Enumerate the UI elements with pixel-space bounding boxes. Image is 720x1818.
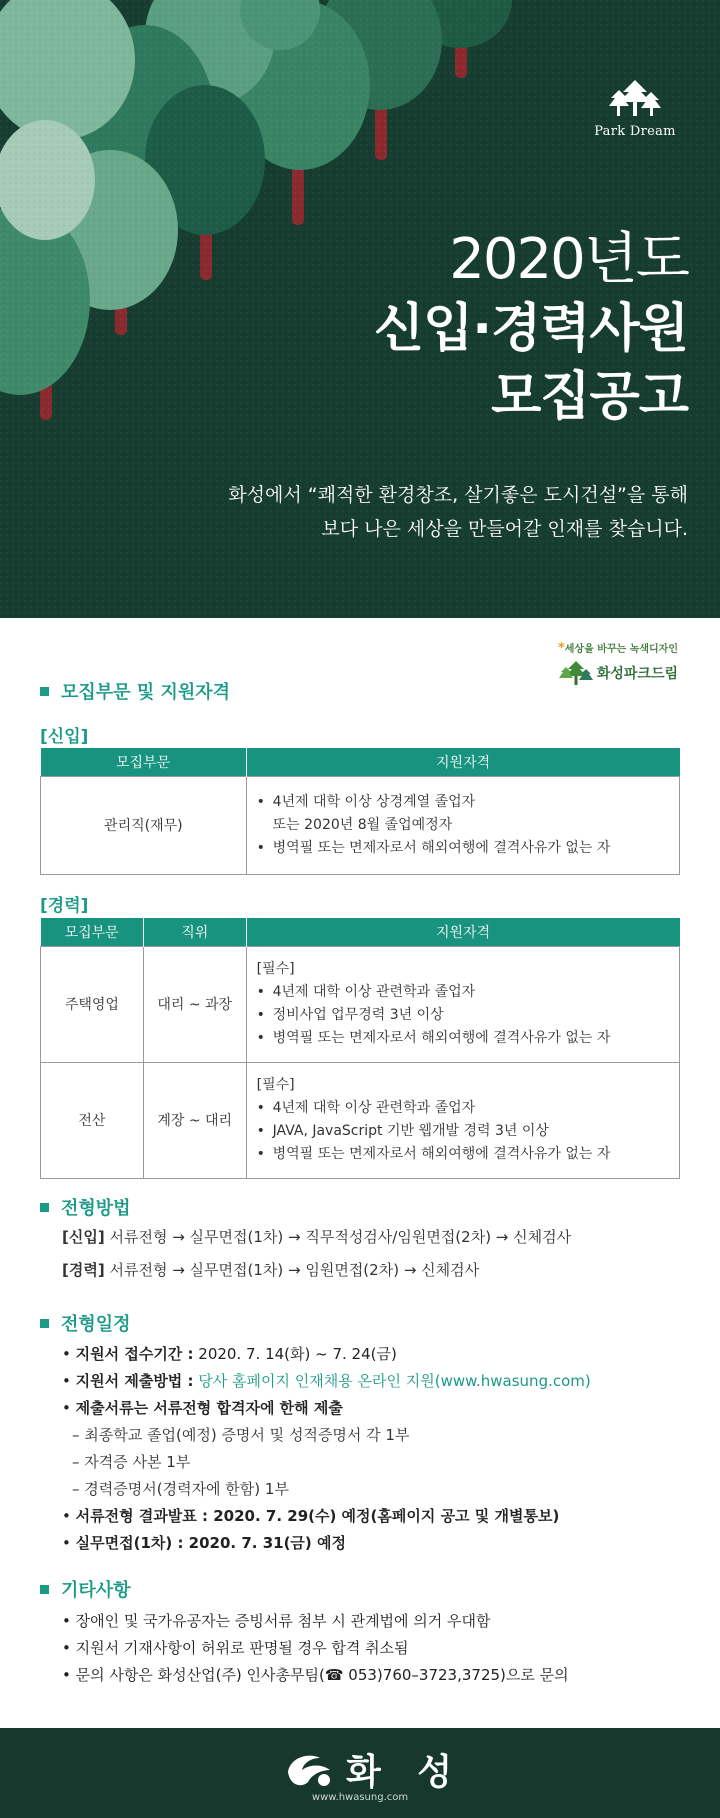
list-item bbox=[257, 981, 669, 1004]
hwasung-park-dream-brand bbox=[558, 640, 678, 686]
position-cell: 계장 ~ 대리 bbox=[143, 1062, 246, 1178]
footer-url[interactable]: www.hwasung.com bbox=[311, 1792, 409, 1803]
bullet: • bbox=[256, 1030, 265, 1046]
section-title-schedule bbox=[40, 1310, 131, 1336]
item-text: 지원서 기재사항이 허위로 판명될 경우 합격 취소됨 bbox=[75, 1639, 409, 1657]
schedule-list bbox=[62, 1341, 591, 1557]
table-row bbox=[41, 1062, 680, 1178]
column-header: 모집부문 bbox=[41, 748, 247, 776]
column-header: 지원자격 bbox=[246, 918, 679, 946]
submit-label: 지원서 제출방법 : bbox=[75, 1372, 194, 1390]
method-exp-steps: 서류전형 → 실무면접(1차) → 임원면접(2차) → 신체검사 bbox=[109, 1261, 480, 1279]
bullet: • bbox=[62, 1534, 71, 1552]
item-text: 장애인 및 국가유공자는 증빙서류 첨부 시 관계법에 의거 우대함 bbox=[75, 1612, 491, 1630]
column-header: 직위 bbox=[143, 918, 246, 946]
list-item bbox=[62, 1608, 569, 1635]
column-header: 지원자격 bbox=[246, 748, 679, 776]
sub-list-item bbox=[62, 1422, 591, 1449]
footer bbox=[0, 1728, 720, 1818]
doc-item: 자격증 사본 1부 bbox=[84, 1453, 191, 1471]
experienced-table bbox=[40, 918, 680, 1179]
period-label: 지원서 접수기간 : bbox=[75, 1345, 194, 1363]
item-text: 4년제 대학 이상 관련학과 졸업자 bbox=[272, 984, 476, 1000]
section-title-method bbox=[40, 1194, 131, 1220]
title-line-3: 모집공고 bbox=[491, 367, 688, 427]
item-text: 정비사업 업무경력 3년 이상 bbox=[272, 1007, 444, 1023]
period-value: 2020. 7. 14(화) ~ 7. 24(금) bbox=[198, 1345, 397, 1363]
list-item bbox=[62, 1368, 591, 1395]
item-text: 병역필 또는 면제자로서 해외여행에 결격사유가 없는 자 bbox=[272, 839, 611, 856]
desc-line-2: 보다 나은 세상을 만들어갈 인재를 찾습니다. bbox=[321, 518, 688, 540]
bullet: • bbox=[62, 1372, 71, 1390]
doc-item: 경력증명서(경력자에 한함) 1부 bbox=[84, 1480, 289, 1498]
table-row bbox=[41, 946, 680, 1062]
hero-description bbox=[228, 478, 688, 546]
list-item bbox=[257, 1120, 669, 1143]
method-exp-label: [경력] bbox=[62, 1261, 105, 1279]
bullet: • bbox=[256, 793, 265, 810]
qualification-cell bbox=[246, 776, 679, 874]
bullet: • bbox=[256, 984, 265, 1000]
hwasung-logo bbox=[282, 1744, 464, 1795]
experienced-label: [경력] bbox=[40, 896, 89, 916]
square-bullet-icon bbox=[40, 687, 49, 696]
bullet: • bbox=[62, 1639, 71, 1657]
table-header-row bbox=[41, 918, 680, 946]
item-text: 병역필 또는 면제자로서 해외여행에 결격사유가 없는 자 bbox=[272, 1146, 611, 1162]
qualification-cell bbox=[246, 946, 679, 1062]
list-item bbox=[257, 837, 669, 860]
square-bullet-icon bbox=[40, 1585, 49, 1594]
bullet: • bbox=[256, 1146, 265, 1162]
brand-name: Park Dream bbox=[594, 124, 676, 139]
brand-name-korean: 화성파크드림 bbox=[596, 666, 678, 682]
footer-logo-text: 화 성 bbox=[346, 1752, 465, 1793]
bullet: • bbox=[256, 839, 265, 856]
tree-logo-icon bbox=[607, 78, 663, 122]
table-row bbox=[41, 776, 680, 874]
section-title-text: 전형방법 bbox=[61, 1198, 131, 1219]
required-label: [필수] bbox=[256, 1077, 295, 1093]
bullet: • bbox=[62, 1345, 71, 1363]
bullet: • bbox=[256, 1123, 265, 1139]
dash: – bbox=[72, 1426, 80, 1444]
green-tree-logo-icon bbox=[559, 660, 593, 686]
bullet: • bbox=[62, 1507, 71, 1525]
bullet: • bbox=[62, 1399, 71, 1417]
brand-slogan bbox=[558, 640, 678, 656]
result-text: 서류전형 결과발표 : 2020. 7. 29(수) 예정(홈페이지 공고 및 개별통보) bbox=[75, 1507, 560, 1525]
page-title bbox=[374, 225, 688, 431]
list-item bbox=[62, 1503, 591, 1530]
etc-list bbox=[62, 1608, 569, 1689]
title-line-2: 신입·경력사원 bbox=[373, 299, 688, 359]
list-item bbox=[62, 1635, 569, 1662]
list-item bbox=[257, 1004, 669, 1027]
bullet: • bbox=[256, 1007, 265, 1023]
docs-note: 제출서류는 서류전형 합격자에 한해 제출 bbox=[75, 1399, 343, 1417]
list-item bbox=[62, 1530, 591, 1557]
new-hire-label: [신입] bbox=[40, 727, 89, 747]
star-mark: * bbox=[557, 641, 565, 656]
section-title-text: 모집부문 및 지원자격 bbox=[61, 682, 231, 703]
dash: – bbox=[72, 1480, 80, 1498]
method-new-label: [신입] bbox=[62, 1228, 105, 1246]
method-new bbox=[62, 1226, 571, 1247]
section-title-etc bbox=[40, 1576, 131, 1602]
list-item-continued: 또는 2020년 8월 졸업예정자 bbox=[272, 816, 453, 833]
item-text: 4년제 대학 이상 상경계열 졸업자 bbox=[272, 793, 476, 810]
column-header: 모집부문 bbox=[41, 918, 144, 946]
title-year: 2020년도 bbox=[449, 227, 688, 292]
item-text: 병역필 또는 면제자로서 해외여행에 결격사유가 없는 자 bbox=[272, 1030, 611, 1046]
interview-text: 실무면접(1차) : 2020. 7. 31(금) 예정 bbox=[75, 1534, 346, 1552]
section-title-recruit bbox=[40, 678, 230, 704]
dept-cell: 전산 bbox=[41, 1062, 144, 1178]
method-new-steps: 서류전형 → 실무면접(1차) → 직무적성검사/임원면접(2차) → 신체검사 bbox=[109, 1228, 572, 1246]
bullet: • bbox=[62, 1612, 71, 1630]
list-item bbox=[62, 1341, 591, 1368]
dept-cell: 주택영업 bbox=[41, 946, 144, 1062]
table-header-row bbox=[41, 748, 680, 776]
submit-value: 당사 홈페이지 인재채용 온라인 지원(www.hwasung.com) bbox=[198, 1372, 591, 1390]
list-item bbox=[62, 1395, 591, 1422]
list-item bbox=[257, 1027, 669, 1050]
section-title-text: 기타사항 bbox=[61, 1580, 131, 1601]
section-title-text: 전형일정 bbox=[61, 1314, 131, 1335]
method-experienced bbox=[62, 1259, 479, 1280]
bullet: • bbox=[256, 1100, 265, 1116]
square-bullet-icon bbox=[40, 1203, 49, 1212]
position-cell: 대리 ~ 과장 bbox=[143, 946, 246, 1062]
hero-banner bbox=[0, 0, 720, 618]
desc-line-1: 화성에서 “쾌적한 환경창조, 살기좋은 도시건설”을 통해 bbox=[228, 484, 688, 506]
hwasung-emblem-icon bbox=[282, 1750, 336, 1790]
slogan-text: 세상을 바꾸는 녹색디자인 bbox=[564, 644, 678, 655]
item-text: JAVA, JavaScript 기반 웹개발 경력 3년 이상 bbox=[272, 1123, 549, 1139]
qualification-cell bbox=[246, 1062, 679, 1178]
dash: – bbox=[72, 1453, 80, 1471]
item-text: 4년제 대학 이상 관련학과 졸업자 bbox=[272, 1100, 476, 1116]
bullet: • bbox=[62, 1666, 71, 1684]
item-text: 문의 사항은 화성산업(주) 인사총무팀(☎ 053)760–3723,3725)으로 문의 bbox=[75, 1666, 569, 1684]
square-bullet-icon bbox=[40, 1319, 49, 1328]
park-dream-logo bbox=[580, 78, 690, 139]
list-item bbox=[257, 1097, 669, 1120]
doc-item: 최종학교 졸업(예정) 증명서 및 성적증명서 각 1부 bbox=[84, 1426, 410, 1444]
list-item bbox=[257, 791, 669, 814]
sub-list-item bbox=[62, 1449, 591, 1476]
list-item bbox=[62, 1662, 569, 1689]
list-item bbox=[257, 1143, 669, 1166]
dept-cell: 관리직(재무) bbox=[41, 776, 247, 874]
required-label: [필수] bbox=[256, 961, 295, 977]
new-hire-table bbox=[40, 748, 680, 875]
sub-list-item bbox=[62, 1476, 591, 1503]
